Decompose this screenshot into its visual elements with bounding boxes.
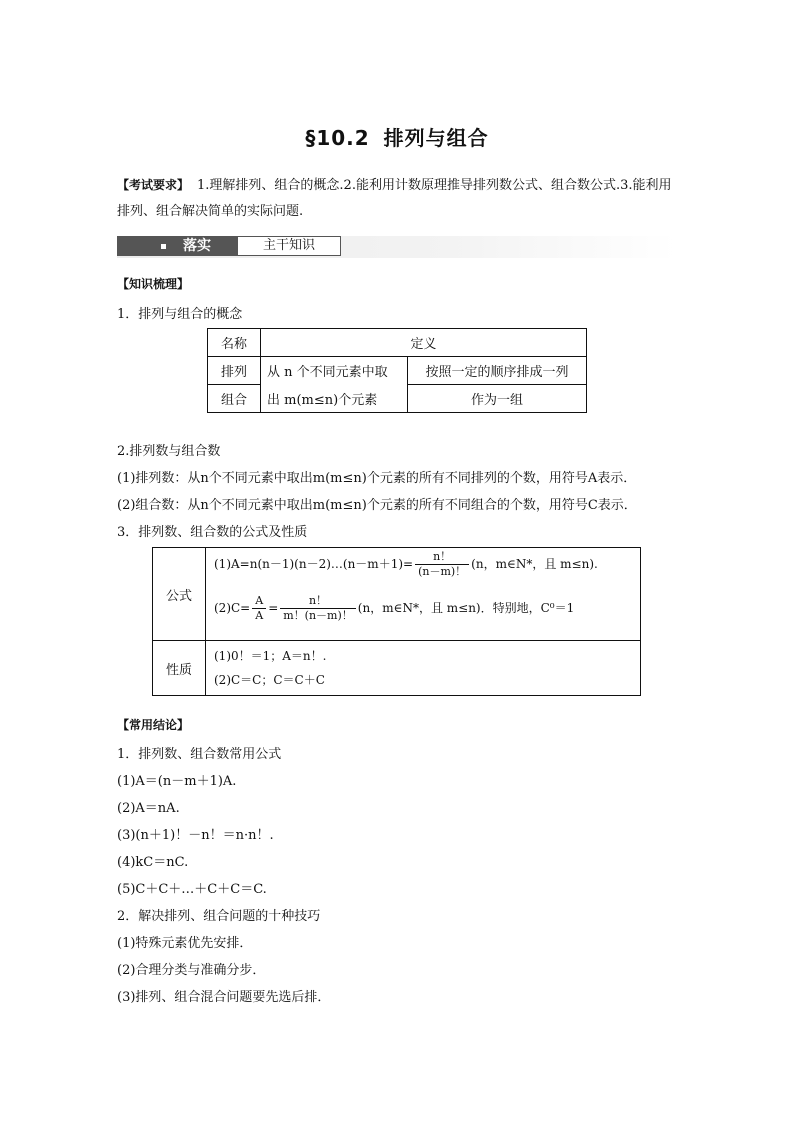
formula-2-denominator-a: A	[255, 609, 264, 622]
banner-light-label: 主干知识	[237, 236, 341, 256]
knowledge-item-1: 1．排列与组合的概念	[117, 307, 243, 322]
exam-requirement	[117, 172, 677, 225]
row-permutation-def: 按照一定的顺序排成一列	[408, 357, 587, 385]
formula-1	[206, 548, 640, 594]
formula-2-right: (n，m∈N*，且 m≤n)．特别地，C⁰＝1	[357, 601, 575, 615]
section-title: 排列与组合	[383, 126, 489, 150]
conclusion-formula-1: (1)A＝(n－m＋1)A.	[117, 774, 237, 789]
conclusion-formula-3: (3)(n＋1)！－n！＝n·n！.	[117, 828, 274, 843]
formula-2-left: (2)C=	[214, 601, 251, 615]
property-label: 性质	[153, 641, 206, 696]
knowledge-item-3: 3．排列数、组合数的公式及性质	[117, 525, 308, 540]
knowledge-item-2-2: (2)组合数：从n个不同元素中取出m(m≤n)个元素的所有不同组合的个数，用符号C表示．	[117, 498, 637, 513]
formula-2-numerator-b: n！	[280, 594, 356, 609]
property-cell	[206, 641, 641, 696]
section-number: §10.2	[305, 126, 370, 150]
requirement-text: 1.理解排列、组合的概念.2.能利用计数原理推导排列数公式、组合数公式.3.能利用排列、组合解决简单的实际问题.	[117, 178, 672, 219]
conclusion-item-1: 1．排列数、组合数常用公式	[117, 747, 282, 762]
knowledge-item-2: 2.排列数与组合数	[117, 444, 221, 459]
table-header-def: 定义	[261, 329, 587, 357]
row-combination-name: 组合	[208, 385, 261, 413]
square-bullet-icon	[161, 244, 166, 249]
conclusion-item-2: 2．解决排列、组合问题的十种技巧	[117, 909, 321, 924]
row-combination-def: 作为一组	[408, 385, 587, 413]
knowledge-item-2-1: (1)排列数：从n个不同元素中取出m(m≤n)个元素的所有不同排列的个数，用符号A表示．	[117, 471, 637, 486]
formula-cell	[206, 548, 641, 641]
formula-2-denominator-b: m！(n－m)！	[283, 609, 353, 622]
formula-label: 公式	[153, 548, 206, 641]
technique-1: (1)特殊元素优先安排．	[117, 936, 253, 951]
property-2: (2)C＝C；C＝C＋C	[214, 673, 325, 687]
formula-1-left: (1)A=n(n－1)(n－2)…(n－m＋1)=	[214, 557, 414, 571]
formula-1-fraction	[415, 550, 469, 579]
formula-1-right: (n，m∈N*，且 m≤n).	[471, 557, 598, 571]
banner-dark-label: 落实	[183, 238, 211, 254]
technique-3: (3)排列、组合混合问题要先选后排．	[117, 990, 331, 1005]
technique-2: (2)合理分类与准确分步．	[117, 963, 266, 978]
knowledge-heading: 【知识梳理】	[117, 277, 190, 291]
section-banner	[117, 236, 677, 258]
formula-2-fraction-a	[252, 594, 266, 623]
conclusion-formula-4: (4)kC＝nC.	[117, 855, 189, 870]
formula-1-denominator: (n－m)！	[418, 565, 467, 578]
formula-2: (2)C= $\frac{A}{A}$ = $\frac{n!}{m!(n-m)!}$ (n，m∈N*，且 m≤n)．特别地，C⁰＝1	[214, 594, 575, 622]
row-permutation-name: 排列	[208, 357, 261, 385]
banner-dark	[117, 236, 237, 256]
formula-2-numerator-a: A	[252, 594, 266, 609]
formula-2-fraction-b	[280, 594, 356, 623]
table-header-name: 名称	[208, 329, 261, 357]
conclusion-formula-2: (2)A＝nA.	[117, 801, 180, 816]
row-permutation-from: 从 n 个不同元素中取	[261, 357, 408, 385]
conclusions-heading: 【常用结论】	[117, 718, 190, 732]
page-title	[0, 122, 794, 151]
formula-1-numerator: n！	[415, 550, 469, 565]
concept-table	[207, 328, 587, 413]
conclusion-formula-5: (5)C＋C＋…＋C＋C＝C.	[117, 882, 267, 897]
property-1: (1)0！＝1；A＝n！.	[214, 649, 327, 663]
formula-table	[152, 547, 641, 696]
row-combination-from: 出 m(m≤n)个元素	[261, 385, 408, 413]
requirement-tag: 【考试要求】	[117, 178, 190, 192]
